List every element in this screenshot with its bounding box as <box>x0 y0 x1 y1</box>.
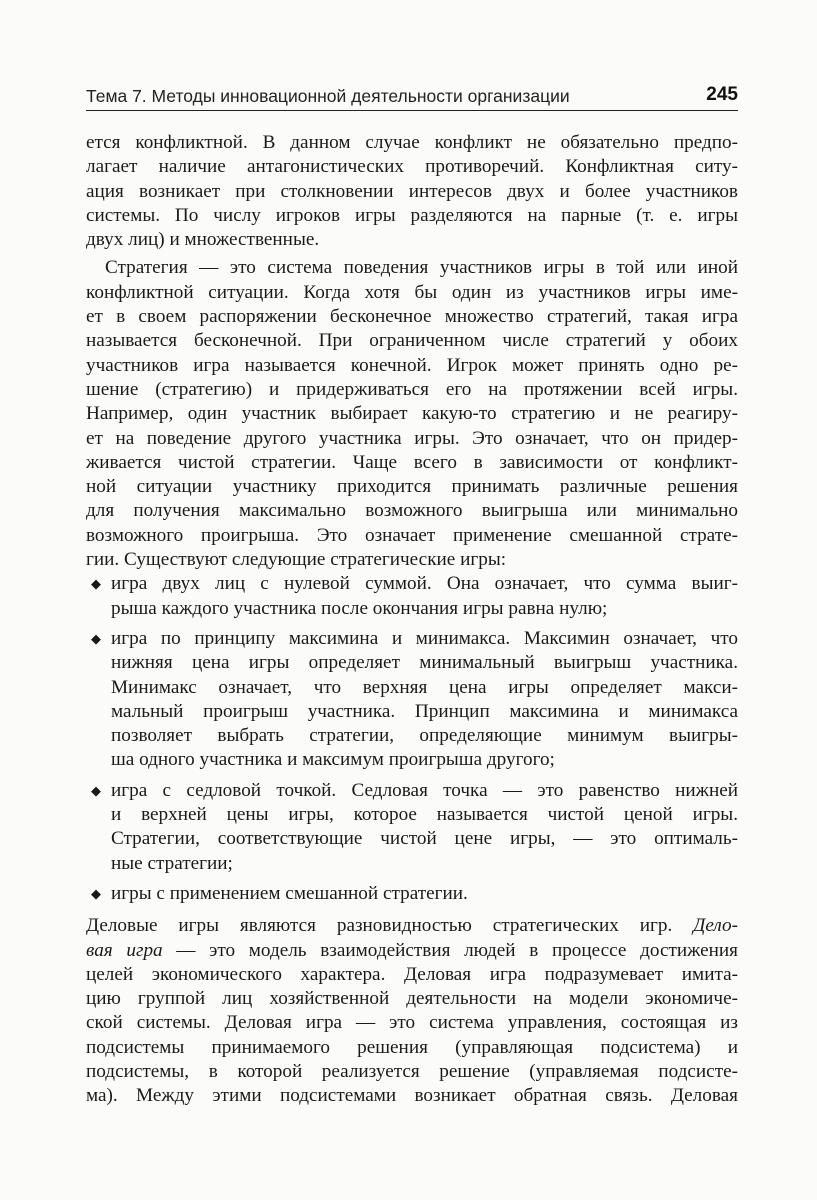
term-emphasis: Дело- <box>693 915 738 937</box>
list-item <box>86 627 738 773</box>
text-run: Деловые игры являются разновидностью стратегических игр. <box>86 915 694 937</box>
text-line: участников игра называется конечной. Игрок может принять одно ре- <box>86 354 738 376</box>
text-line: целей экономического характера. Деловая игра подразумевает имита- <box>86 963 738 985</box>
text-line: подсистемы принимаемого решения (управляющая подсистема) и <box>86 1036 738 1058</box>
text-line: ма). Между этими подсистемами возникает обратная связь. Деловая <box>86 1085 738 1107</box>
paragraph-1 <box>86 131 738 252</box>
text-line: мальный проигрыш участника. Принцип максимина и минимакса <box>111 700 738 722</box>
text-run: — это модель взаимодействия людей в процессе достижения <box>162 939 738 961</box>
list-item <box>86 882 738 906</box>
text-line: системы. По числу игроков игры разделяются на парные (т. е. игры <box>86 204 738 226</box>
text-line: лагает наличие антагонистических противоречий. Конфликтная ситу- <box>86 156 738 178</box>
text-line: ные стратегии; <box>111 852 233 874</box>
page-number: 245 <box>706 84 738 105</box>
text-line: цию группой лиц хозяйственной деятельности на модели экономиче- <box>86 988 738 1010</box>
list-item <box>86 779 738 876</box>
diamond-bullet-icon: ◆ <box>91 782 101 798</box>
text-line: ация возникает при столкновении интересов двух и более участников <box>86 180 738 202</box>
text-line: двух лиц) и множественные. <box>86 229 320 251</box>
text-line: позволяет выбрать стратегии, определяющие минимум выигры- <box>111 725 738 747</box>
diamond-bullet-icon: ◆ <box>91 630 101 646</box>
text-line <box>86 939 738 963</box>
text-line: подсистемы, в которой реализуется решение (управляемая подсисте- <box>86 1060 738 1082</box>
bullet-list <box>86 572 738 906</box>
text-line: игра с седловой точкой. Седловая точка — это равенство нижней <box>111 779 738 801</box>
diamond-bullet-icon: ◆ <box>91 576 101 592</box>
text-line: Минимакс означает, что верхняя цена игры определяет макси- <box>111 676 738 698</box>
text-line: Например, один участник выбирает какую-то стратегию и не реагиру- <box>86 403 738 425</box>
text-line: конфликтной ситуации. Когда хотя бы один из участников игры име- <box>86 281 738 303</box>
paragraph-2 <box>86 256 738 572</box>
text-line: игра по принципу максимина и минимакса. Максимин означает, что <box>111 627 738 649</box>
text-line: нижняя цена игры определяет минимальный выигрыш участника. <box>111 652 738 674</box>
text-line: живается чистой стратегии. Чаще всего в зависимости от конфликт- <box>86 451 738 473</box>
text-line: и верхней цены игры, которое называется чистой ценой игры. <box>111 804 738 826</box>
list-item <box>86 572 738 621</box>
header-title: Тема 7. Методы инновационной деятельности организации <box>86 86 570 106</box>
page-body <box>86 131 738 1109</box>
text-line: игра двух лиц с нулевой суммой. Она означает, что сумма выиг- <box>111 573 738 595</box>
text-line: ет на поведение другого участника игры. Это означает, что он придер- <box>86 427 738 449</box>
text-line: гии. Существуют следующие стратегические игры: <box>86 549 507 571</box>
text-line: называется бесконечной. При ограниченном числе стратегий у обоих <box>86 330 738 352</box>
text-line: Стратегия — это система поведения участников игры в той или иной <box>105 257 738 279</box>
diamond-bullet-icon: ◆ <box>91 885 101 901</box>
text-line <box>86 914 738 938</box>
text-line: ется конфликтной. В данном случае конфликт не обязательно предпо- <box>86 132 738 153</box>
text-line: ша одного участника и максимум проигрыша другого; <box>111 749 555 771</box>
paragraph-3 <box>86 914 738 1108</box>
text-line: возможного проигрыша. Это означает применение смешанной страте- <box>86 524 738 546</box>
text-line: рыша каждого участника после окончания игры равна нулю; <box>111 597 608 619</box>
text-line: для получения максимально возможного выигрыша или минимально <box>86 500 738 522</box>
text-line: Стратегии, соответствующие чистой цене игры, — это оптималь- <box>111 828 738 850</box>
text-line: ной ситуации участнику приходится принимать различные решения <box>86 476 738 498</box>
running-header <box>86 84 738 111</box>
text-line: ет в своем распоряжении бесконечное множество стратегий, такая игра <box>86 306 738 328</box>
term-emphasis: вая игра <box>86 939 163 961</box>
text-line: шение (стратегию) и придерживаться его на протяжении всей игры. <box>86 378 738 400</box>
text-line: игры с применением смешанной стратегии. <box>111 882 468 904</box>
text-line: ской системы. Деловая игра — это система управления, состоящая из <box>86 1012 738 1034</box>
